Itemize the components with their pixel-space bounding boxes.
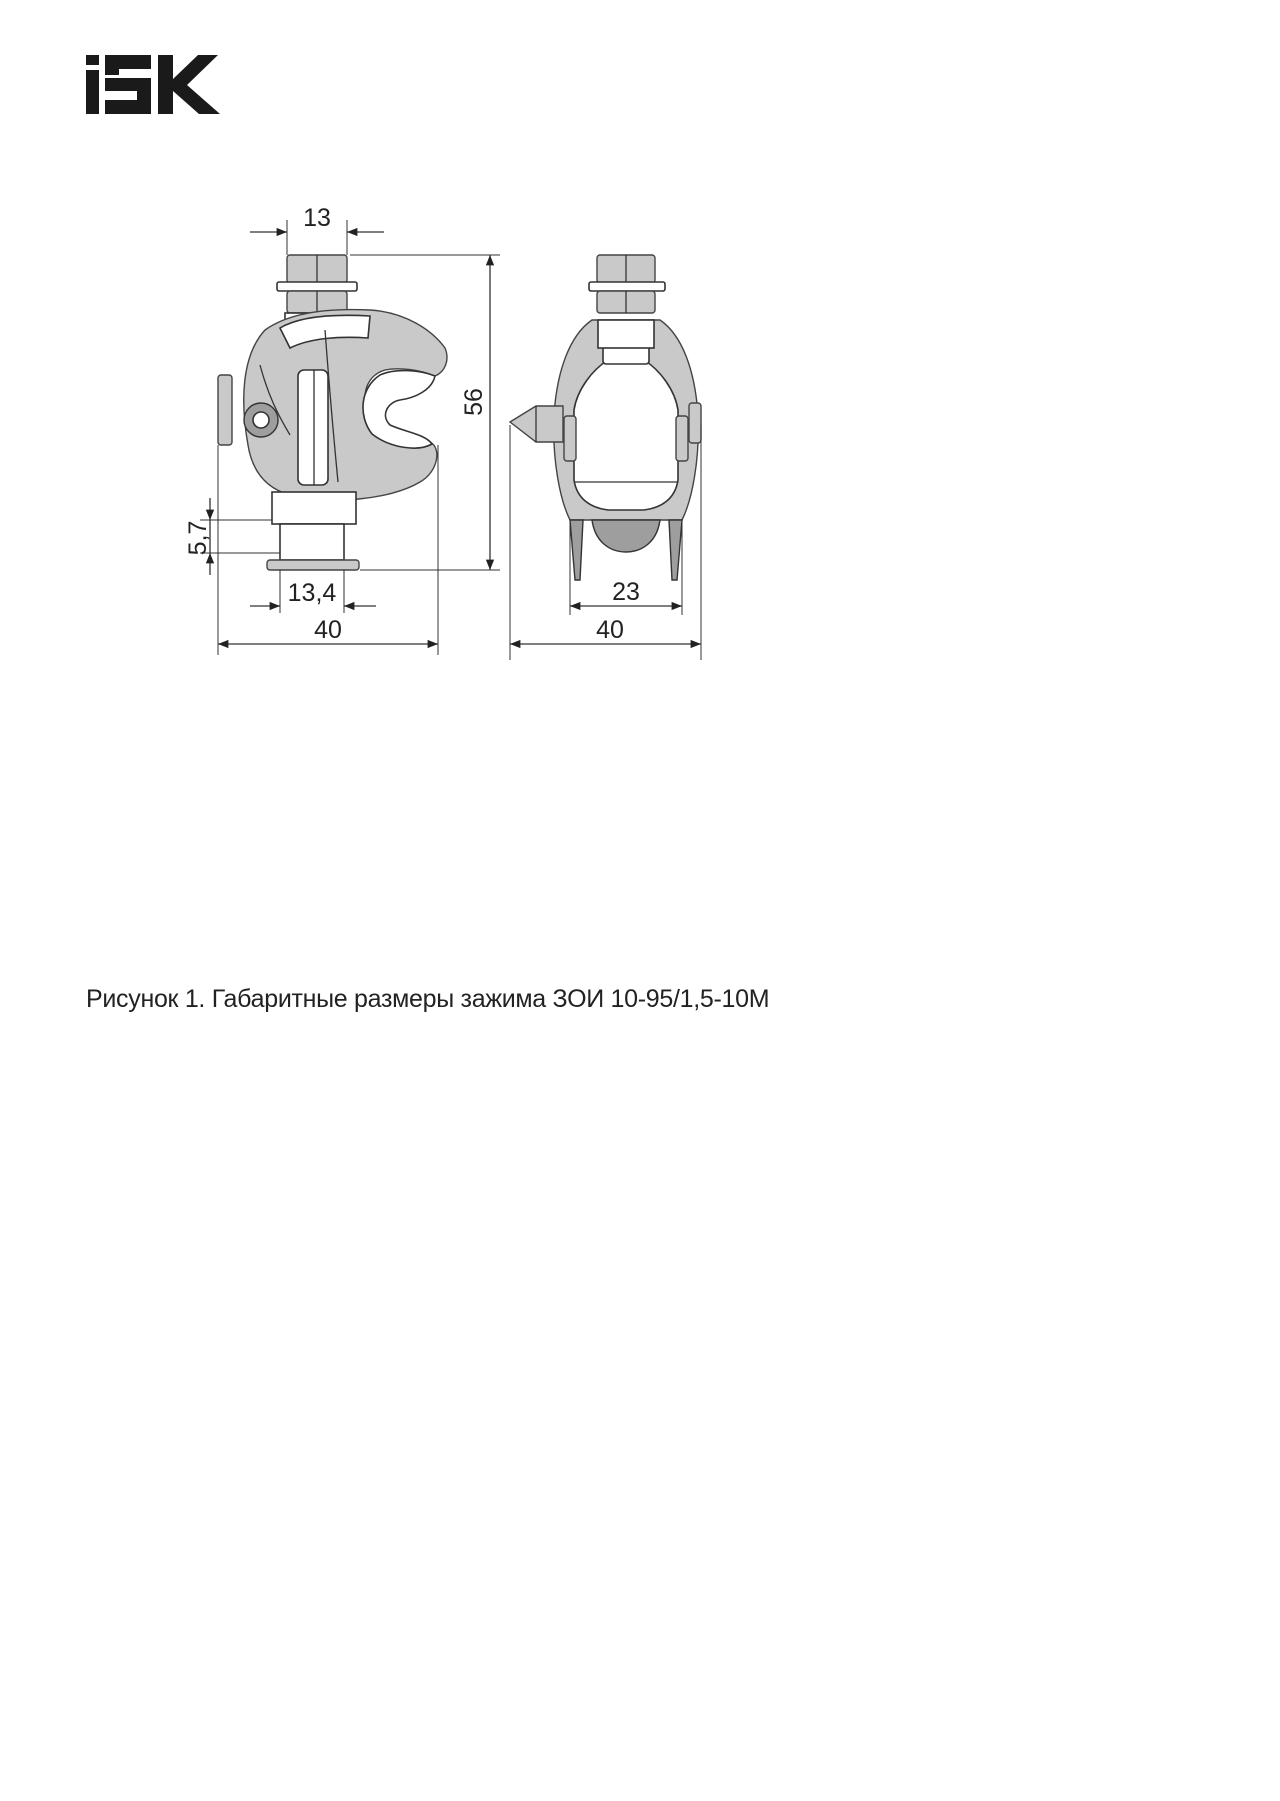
front-view xyxy=(510,255,701,660)
clamp-dimension-drawing xyxy=(184,204,840,780)
dim-total-width-side: 40 xyxy=(314,616,342,644)
figure-caption: Рисунок 1. Габаритные размеры зажима ЗОИ 10-95/1,5-10М xyxy=(86,985,770,1013)
dim-top-width: 13 xyxy=(303,204,331,232)
iek-logo xyxy=(86,55,236,117)
dim-base-height: 5,7 xyxy=(184,520,212,556)
dim-total-width-front: 40 xyxy=(596,616,624,644)
dim-inner-width: 23 xyxy=(612,578,640,606)
dim-height: 56 xyxy=(460,388,488,416)
dim-base-width: 13,4 xyxy=(287,579,337,607)
side-view xyxy=(184,204,500,655)
